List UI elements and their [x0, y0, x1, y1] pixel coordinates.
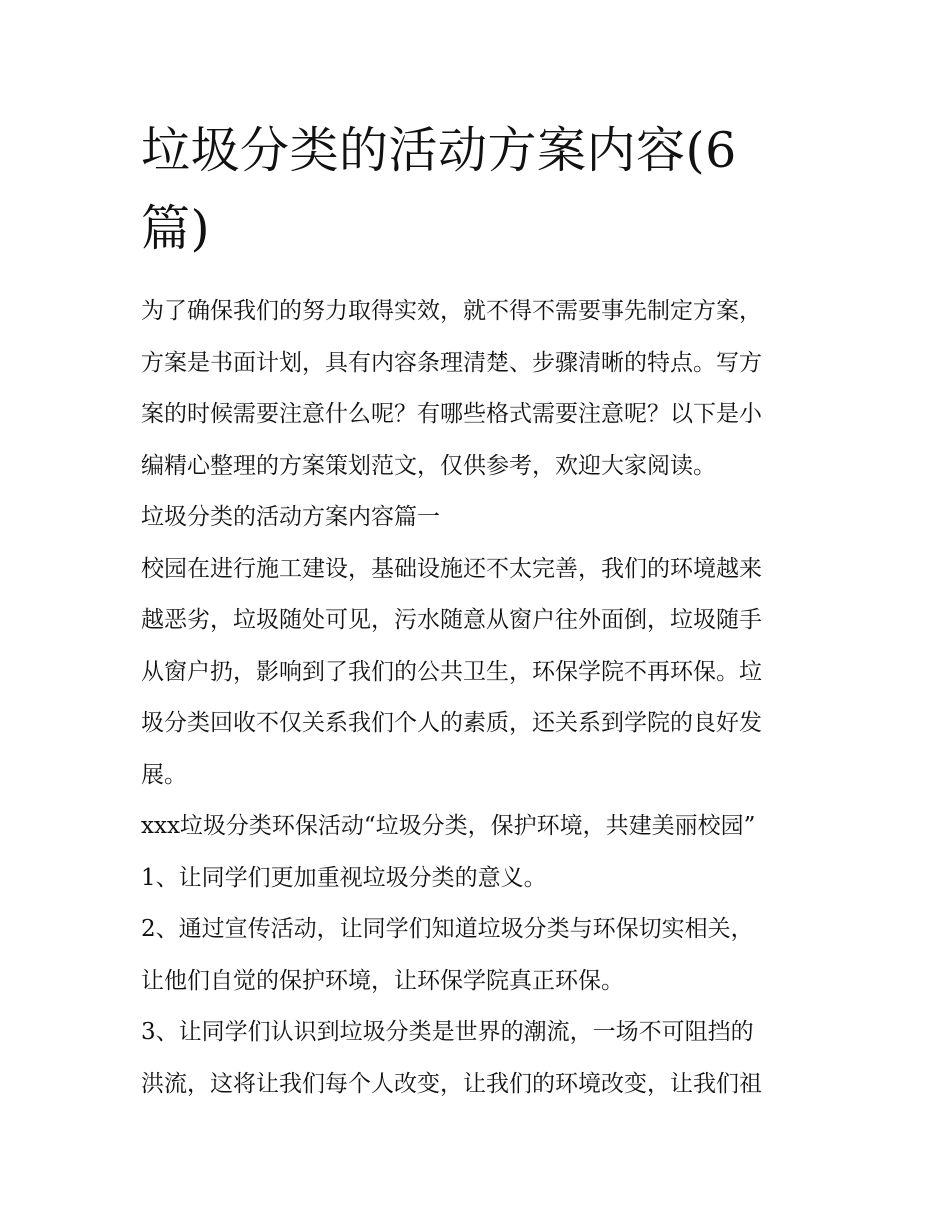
list-item: [141, 1007, 821, 1110]
text-line: 3、让同学们认识到垃圾分类是世界的潮流，一场不可阻挡的: [141, 1019, 754, 1045]
text-line: 洪流，这将让我们每个人改变，让我们的环境改变，让我们祖: [141, 1070, 762, 1097]
text-line: 从窗户扔，影响到了我们的公共卫生，环保学院不再环保。垃: [141, 658, 762, 685]
text-line: 案的时候需要注意什么呢？有哪些格式需要注意呢？以下是小: [141, 401, 762, 427]
text-line: xxx垃圾分类环保活动“垃圾分类，保护环境，共建美丽校园”: [141, 813, 756, 839]
text-line: 让他们自觉的保护环境，让环保学院真正环保。: [141, 967, 624, 994]
activity-theme: [141, 801, 821, 853]
text-line: 垃圾分类的活动方案内容篇一: [141, 504, 440, 530]
text-line: 1、让同学们更加重视垃圾分类的意义。: [141, 864, 547, 891]
document-body: [141, 286, 821, 1110]
text-line: 编精心整理的方案策划范文，仅供参考，欢迎大家阅读。: [141, 452, 716, 479]
document-title: [141, 112, 781, 268]
section-heading: [141, 492, 821, 544]
title-line: 篇): [141, 200, 211, 257]
text-line: 方案是书面计划，具有内容条理清楚、步骤清晰的特点。写方: [141, 349, 762, 376]
list-item: [141, 853, 821, 905]
title-line: 垃圾分类的活动方案内容(6: [141, 122, 737, 179]
text-line: 越恶劣，垃圾随处可见，污水随意从窗户往外面倒，垃圾随手: [141, 607, 762, 633]
text-line: 2、通过宣传活动，让同学们知道垃圾分类与环保切实相关，: [141, 916, 754, 942]
text-line: 展。: [141, 761, 187, 788]
text-line: 圾分类回收不仅关系我们个人的素质，还关系到学院的良好发: [141, 710, 762, 736]
text-line: 为了确保我们的努力取得实效，就不得不需要事先制定方案，: [141, 298, 762, 324]
list-item: [141, 904, 821, 1007]
background-paragraph: [141, 544, 821, 802]
intro-paragraph: [141, 286, 821, 492]
document-content: [141, 112, 821, 1110]
text-line: 校园在进行施工建设，基础设施还不太完善，我们的环境越来: [141, 555, 762, 582]
